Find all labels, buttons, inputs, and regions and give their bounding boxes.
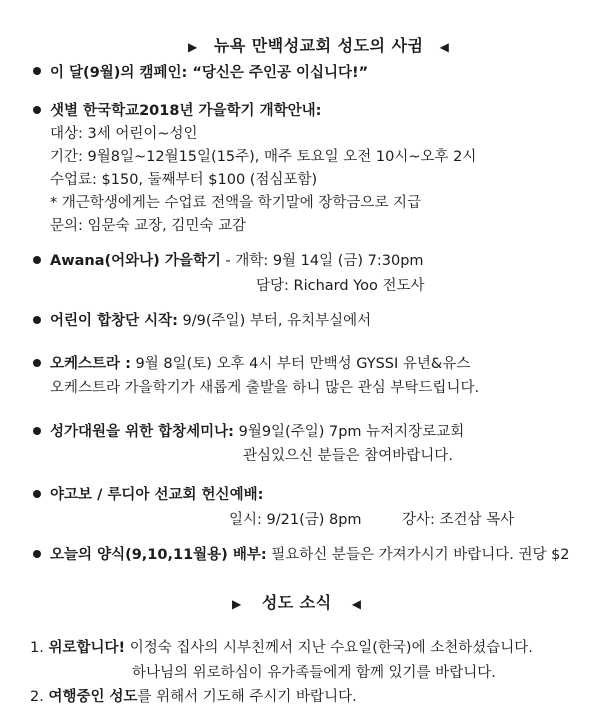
- devotional-label: 오늘의 양식(9,10,11월용) 배부:: [50, 547, 267, 563]
- devotional-item: [50, 543, 570, 564]
- news-number: 1.: [30, 640, 44, 656]
- bullet-icon: [33, 106, 41, 114]
- school-scholarship-line: * 개근학생에게는 수업료 전액을 학기말에 장학금으로 지급: [50, 195, 422, 211]
- school-item-label: 샛별 한국학교2018년 가을학기 개학안내:: [50, 103, 322, 119]
- news-label: 여행중인 성도: [48, 689, 138, 705]
- bullet-icon: [33, 316, 41, 324]
- right-triangle-icon: ▶: [232, 597, 242, 611]
- right-triangle-icon: ▶: [188, 40, 198, 54]
- news-label: 위로합니다!: [48, 640, 126, 656]
- orchestra-item: [50, 352, 470, 373]
- orchestra-label: 오케스트라 :: [50, 356, 131, 372]
- seminar-detail: 9월9일(주일) 7pm 뉴저지장로교회: [233, 424, 465, 440]
- page-title: 뉴욕 만백성교회 성도의 사귐: [213, 36, 424, 55]
- news-detail: 를 위해서 기도해 주시기 바랍니다.: [137, 689, 357, 705]
- awana-detail: - 개학: 9월 14일 (금) 7:30pm: [220, 253, 424, 269]
- orchestra-detail: 9월 8일(토) 오후 4시 부터 만백성 GYSSI 유년&유스: [130, 356, 471, 372]
- devotional-detail: 필요하신 분들은 가져가시기 바랍니다. 권당 $2: [266, 547, 570, 563]
- bullet-icon: [33, 427, 41, 435]
- mission-date: 일시: 9/21(금) 8pm: [229, 512, 362, 528]
- news-item: [30, 685, 357, 706]
- awana-contact: 담당: Richard Yoo 전도사: [256, 278, 425, 294]
- news-number: 2.: [30, 689, 44, 705]
- bullet-icon: [33, 256, 41, 264]
- school-period-line: 기간: 9월8일~12월15일(15주), 매주 토요일 오전 10시~오후 2시: [50, 149, 477, 165]
- left-triangle-icon: ◀: [439, 40, 450, 54]
- bullet-icon: [33, 359, 41, 367]
- bullet-icon: [33, 67, 41, 75]
- seminar-line2: 관심있으신 분들은 참여바랍니다.: [243, 448, 453, 464]
- seminar-item: [50, 420, 464, 441]
- choir-item: [50, 309, 371, 330]
- bullet-icon: [33, 550, 41, 558]
- orchestra-line2: 오케스트라 가을학기가 새롭게 출발을 하니 많은 관심 부탁드립니다.: [50, 380, 480, 396]
- news-detail: 이정숙 집사의 시부친께서 지난 수요일(한국)에 소천하셨습니다.: [125, 640, 533, 656]
- seminar-label: 성가대원을 위한 합창세미나:: [50, 424, 234, 440]
- awana-item: [50, 249, 424, 270]
- section-header: [232, 590, 362, 613]
- school-fee-line: 수업료: $150, 둘째부터 $100 (점심포함): [50, 172, 318, 188]
- section-title: 성도 소식: [261, 593, 332, 612]
- mission-speaker: 강사: 조건삼 목사: [402, 512, 515, 528]
- mission-label: 야고보 / 루디아 선교회 헌신예배:: [50, 487, 264, 503]
- news-line2: 하나님의 위로하심이 유가족들에게 함께 있기를 바랍니다.: [132, 665, 496, 681]
- bullet-icon: [33, 490, 41, 498]
- awana-label: Awana(어와나) 가을학기: [50, 253, 221, 269]
- news-item: [30, 636, 533, 657]
- choir-detail: 9/9(주일) 부터, 유치부실에서: [177, 313, 372, 329]
- choir-label: 어린이 합창단 시작:: [50, 313, 178, 329]
- school-contact-line: 문의: 임문숙 교장, 김민숙 교감: [50, 218, 247, 234]
- left-triangle-icon: ◀: [351, 597, 362, 611]
- page-header: [188, 33, 449, 56]
- campaign-item: 이 달(9월)의 캠페인: “당신은 주인공 이십니다!”: [50, 65, 369, 81]
- school-target-line: 대상: 3세 어린이~성인: [50, 126, 198, 142]
